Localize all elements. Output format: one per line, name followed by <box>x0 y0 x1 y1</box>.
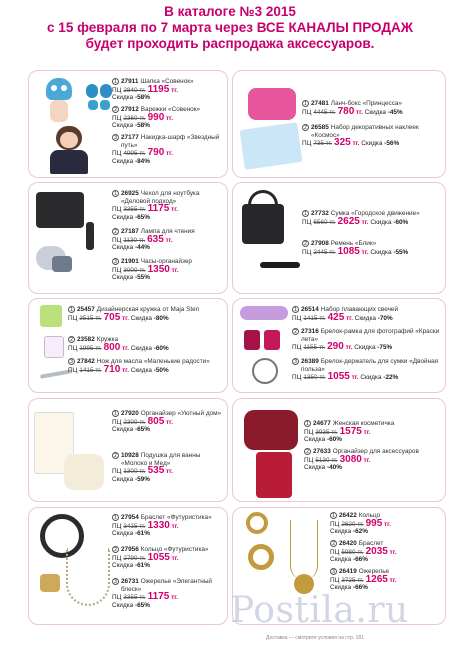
owl-mittens-image <box>86 84 112 112</box>
gold-ring-image <box>246 512 268 534</box>
product-27954: 1 27954 Браслет «Футуристика» ПЦ 3415 тг. 1330 тг. Скидка -61% <box>112 514 212 538</box>
product-27911: 1 27911 Шапка «Совенок» ПЦ 2840 тг. 1195 тг. Скидка -58% <box>112 78 194 102</box>
bath-pillow-image <box>64 454 104 490</box>
elegant-necklace-image <box>66 548 110 606</box>
gold-bracelet-image <box>248 544 274 570</box>
lunchbox-image <box>248 88 296 120</box>
product-26731: 3 26731 Ожерелье «Элегантный блеск» ПЦ 3355 тг. 1175 тг. Скидка -65% <box>112 578 212 609</box>
reading-lamp-image <box>86 222 94 250</box>
product-25457: 1 25457 Дизайнерская кружка от Maja Sten ПЦ 3515 тг. 705 тг. Скидка -80% <box>68 306 200 323</box>
owl-hat-image <box>44 78 74 122</box>
city-bag-image <box>242 204 284 244</box>
title-line-3: будет проходить распродажа аксессуаров. <box>85 36 375 51</box>
floating-candles-image <box>240 306 288 320</box>
girl-scarf-image <box>50 126 88 174</box>
title-line-1: В каталоге №3 2015 <box>164 4 296 19</box>
product-27187: 2 27187 Лампа для чтения ПЦ 1130 тг. 635 тг. Скидка -44% <box>112 228 195 252</box>
page-title <box>0 4 460 52</box>
mug-image <box>44 336 64 358</box>
product-10928: 2 10928 Подушка для ванны «Молоко и Мед» ПЦ 1300 тг. 535 тг. Скидка -59% <box>112 452 201 483</box>
clock-organizer-box-image <box>52 256 72 272</box>
gold-necklace-image <box>290 520 318 580</box>
product-24677: 1 24677 Женская косметичка ПЦ 3935 тг. 1575 тг. Скидка -60% <box>304 420 395 444</box>
product-26585: 2 26585 Набор декоративных наклеек «Космос» ПЦ 735 тг. 325 тг. Скидка -56% <box>302 124 419 149</box>
product-27633: 2 27633 Органайзер для аксессуаров ПЦ 5130 тг. 3080 тг. Скидка -40% <box>304 448 419 472</box>
product-27912: 2 27912 Варежки «Совенок» ПЦ 2360 тг. 990 тг. Скидка -58% <box>112 106 201 130</box>
footer-note: Доставка — смотрите условия на стр. 181 <box>266 635 364 641</box>
product-21901: 3 21901 Часы-органайзер ПЦ 3000 тг. 1350 тг. Скидка -55% <box>112 258 192 282</box>
product-26514: 1 26514 Набор плавающих свечей ПЦ 1415 тг. 425 тг. Скидка -70% <box>292 306 399 323</box>
future-ring-image <box>40 574 60 592</box>
product-27177: 3 27177 Накидка-шарф «Звездный путь» ПЦ 4995 тг. 790 тг. Скидка -84% <box>112 134 220 165</box>
product-26419: 3 26419 Ожерелье ПЦ 3725 тг. 1265 тг. Скидка -66% <box>330 568 397 592</box>
cosmetic-bag-image <box>244 410 298 450</box>
design-mug-image <box>40 305 62 327</box>
product-27732: 1 27732 Сумка «Городское движение» ПЦ 6560 тг. 2625 тг. Скидка -60% <box>302 210 420 227</box>
product-27920: 1 27920 Органайзер «Уютный дом» ПЦ 2300 тг. 805 тг. Скидка -65% <box>112 410 222 434</box>
product-26389: 3 26389 Брелок-держатель для сумки «Двойная польза» ПЦ 1350 тг. 1055 тг. Скидка -22% <box>292 358 439 383</box>
photo-keychain-image <box>244 330 260 350</box>
bag-holder-image <box>252 358 278 384</box>
product-27842: 3 27842 Нож для масла «Маленькие радости» ПЦ 1415 тг. 710 тг. Скидка -50% <box>68 358 210 375</box>
watermark: Postila.ru <box>230 590 409 631</box>
product-23582: 2 23582 Кружка ПЦ 1995 тг. 800 тг. Скидка -60% <box>68 336 169 353</box>
product-26420: 2 26420 Браслет ПЦ 5980 тг. 2035 тг. Скидка -66% <box>330 540 397 564</box>
accessory-organizer-image <box>256 452 292 498</box>
title-line-2: с 15 февраля по 7 марта через ВСЕ КАНАЛЫ ПРОДАЖ <box>47 20 413 35</box>
photo-keychain-2-image <box>264 330 280 350</box>
product-27316: 2 27316 Брелок-рамка для фотографий «Краски лета» ПЦ 1155 тг. 290 тг. Скидка -75% <box>292 328 440 353</box>
product-26925: 1 26925 Чехол для ноутбука «Деловой подход» ПЦ 3355 тг. 1175 тг. Скидка -65% <box>112 190 200 221</box>
product-27481: 1 27481 Ланч-бокс «Принцесса» ПЦ 4445 тг. 780 тг. Скидка -45% <box>302 100 403 117</box>
belt-image <box>260 262 300 268</box>
laptop-case-image <box>36 192 84 228</box>
product-27908: 2 27908 Ремень «Блик» ПЦ 2445 тг. 1085 тг. Скидка -55% <box>302 240 409 257</box>
product-27956: 2 27956 Кольцо «Футуристика» ПЦ 2790 тг. 1055 тг. Скидка -61% <box>112 546 209 570</box>
stickers-image <box>239 122 302 170</box>
product-26422: 1 26422 Кольцо ПЦ 2620 тг. 995 тг. Скидка -62% <box>330 512 391 536</box>
